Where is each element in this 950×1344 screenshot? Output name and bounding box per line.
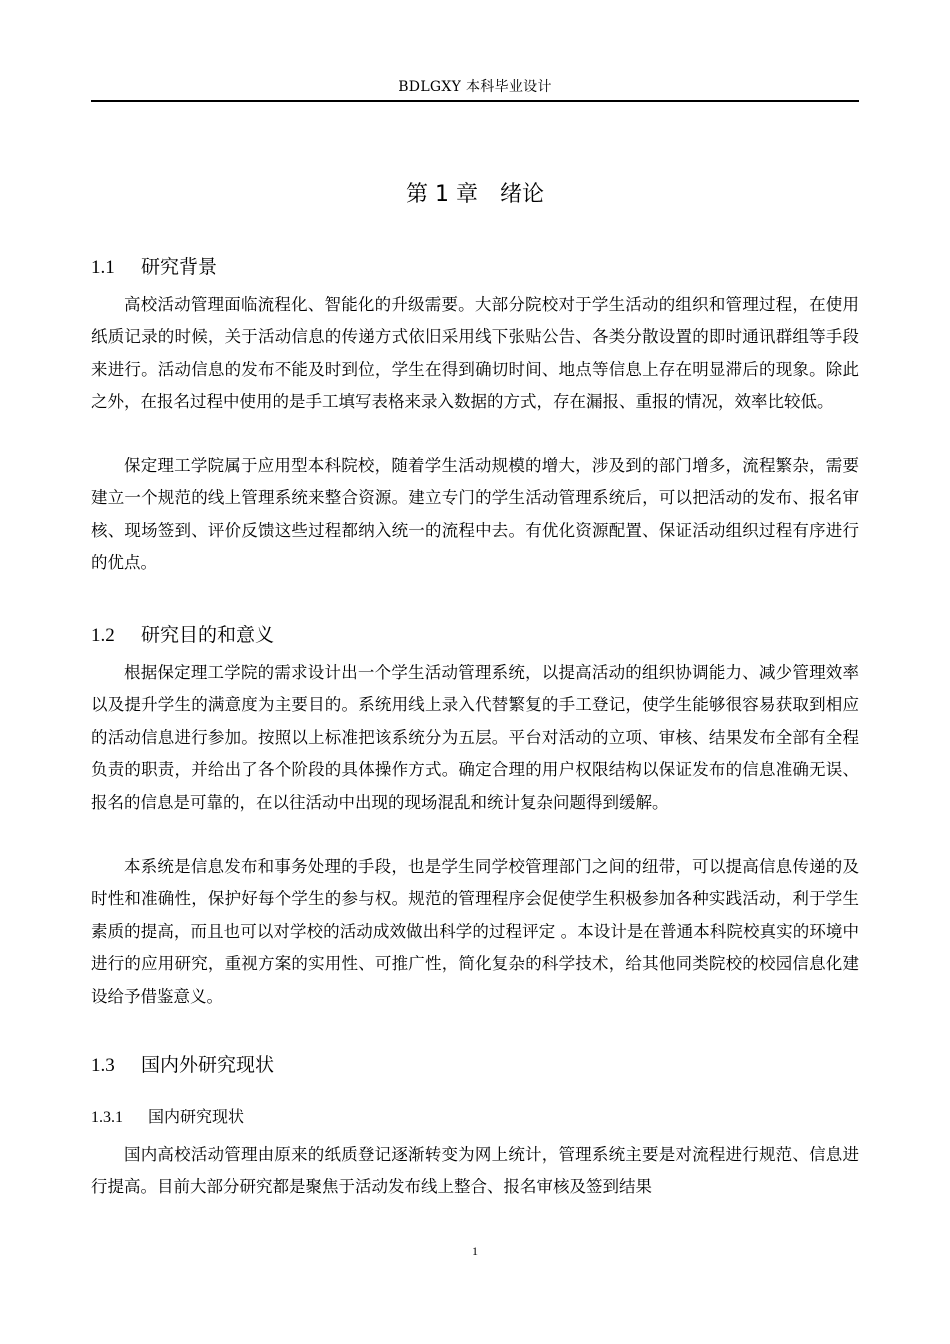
section-title: 国内外研究现状 [141,1054,275,1076]
paragraph: 保定理工学院属于应用型本科院校，随着学生活动规模的增大，涉及到的部门增多，流程繁杂，需要建立一个规范的线上管理系统来整合资源。建立专门的学生活动管理系统后，可以把活动的发布、报名审核、现场签到、评价反馈这些过程都纳入统一的流程中去。有优化资源配置、保证活动组织过程有序进行的优点。 [91,456,859,573]
section-title: 研究目的和意义 [141,624,275,646]
paragraph: 本系统是信息发布和事务处理的手段，也是学生同学校管理部门之间的纽带，可以提高信息传递的及时性和准确性，保护好每个学生的参与权。规范的管理程序会促使学生积极参加各种实践活动，利于学生素质的提高，而且也可以对学校的活动成效做出科学的过程评定 。本设计是在普通本科院校真实的环境中进行的应用研究，重视方案的实用性、可推广性，简化复杂的科学技术，给其他同类院校的校园信息化建设给予借鉴意义。 [91,857,859,1006]
subsection-title: 国内研究现状 [148,1107,245,1126]
running-header: BDLGXY 本科毕业设计 [398,79,552,95]
section-number: 1.3 [91,1055,115,1076]
section-heading-1-3 [91,1050,274,1077]
section-number: 1.1 [91,257,115,278]
subsection-heading-1-3-1 [91,1104,244,1127]
header-rule [91,100,859,102]
paragraph: 国内高校活动管理由原来的纸质登记逐渐转变为网上统计，管理系统主要是对流程进行规范、信息进行提高。目前大部分研究都是聚焦于活动发布线上整合、报名审核及签到结果 [91,1145,859,1197]
page-number: 1 [472,1244,478,1258]
paragraph: 高校活动管理面临流程化、智能化的升级需要。大部分院校对于学生活动的组织和管理过程，在使用纸质记录的时候，关于活动信息的传递方式依旧采用线下张贴公告、各类分散设置的即时通讯群组等手段来进行。活动信息的发布不能及时到位，学生在得到确切时间、地点等信息上存在明显滞后的现象。除此之外，在报名过程中使用的是手工填写表格来录入数据的方式，存在漏报、重报的情况，效率比较低。 [91,295,859,412]
section-title: 研究背景 [141,256,218,278]
section-heading-1-2 [91,620,274,647]
section-heading-1-1 [91,252,217,279]
subsection-number: 1.3.1 [91,1109,123,1126]
paragraph: 根据保定理工学院的需求设计出一个学生活动管理系统，以提高活动的组织协调能力、减少管理效率以及提升学生的满意度为主要目的。系统用线上录入代替繁复的手工登记，使学生能够很容易获取到相应的活动信息进行参加。按照以上标准把该系统分为五层。平台对活动的立项、审核、结果发布全部有全程负责的职责，并给出了各个阶段的具体操作方式。确定合理的用户权限结构以保证发布的信息准确无误、报名的信息是可靠的，在以往活动中出现的现场混乱和统计复杂问题得到缓解。 [91,663,859,812]
section-number: 1.2 [91,625,115,646]
chapter-title: 第 1 章 绪论 [406,182,544,207]
